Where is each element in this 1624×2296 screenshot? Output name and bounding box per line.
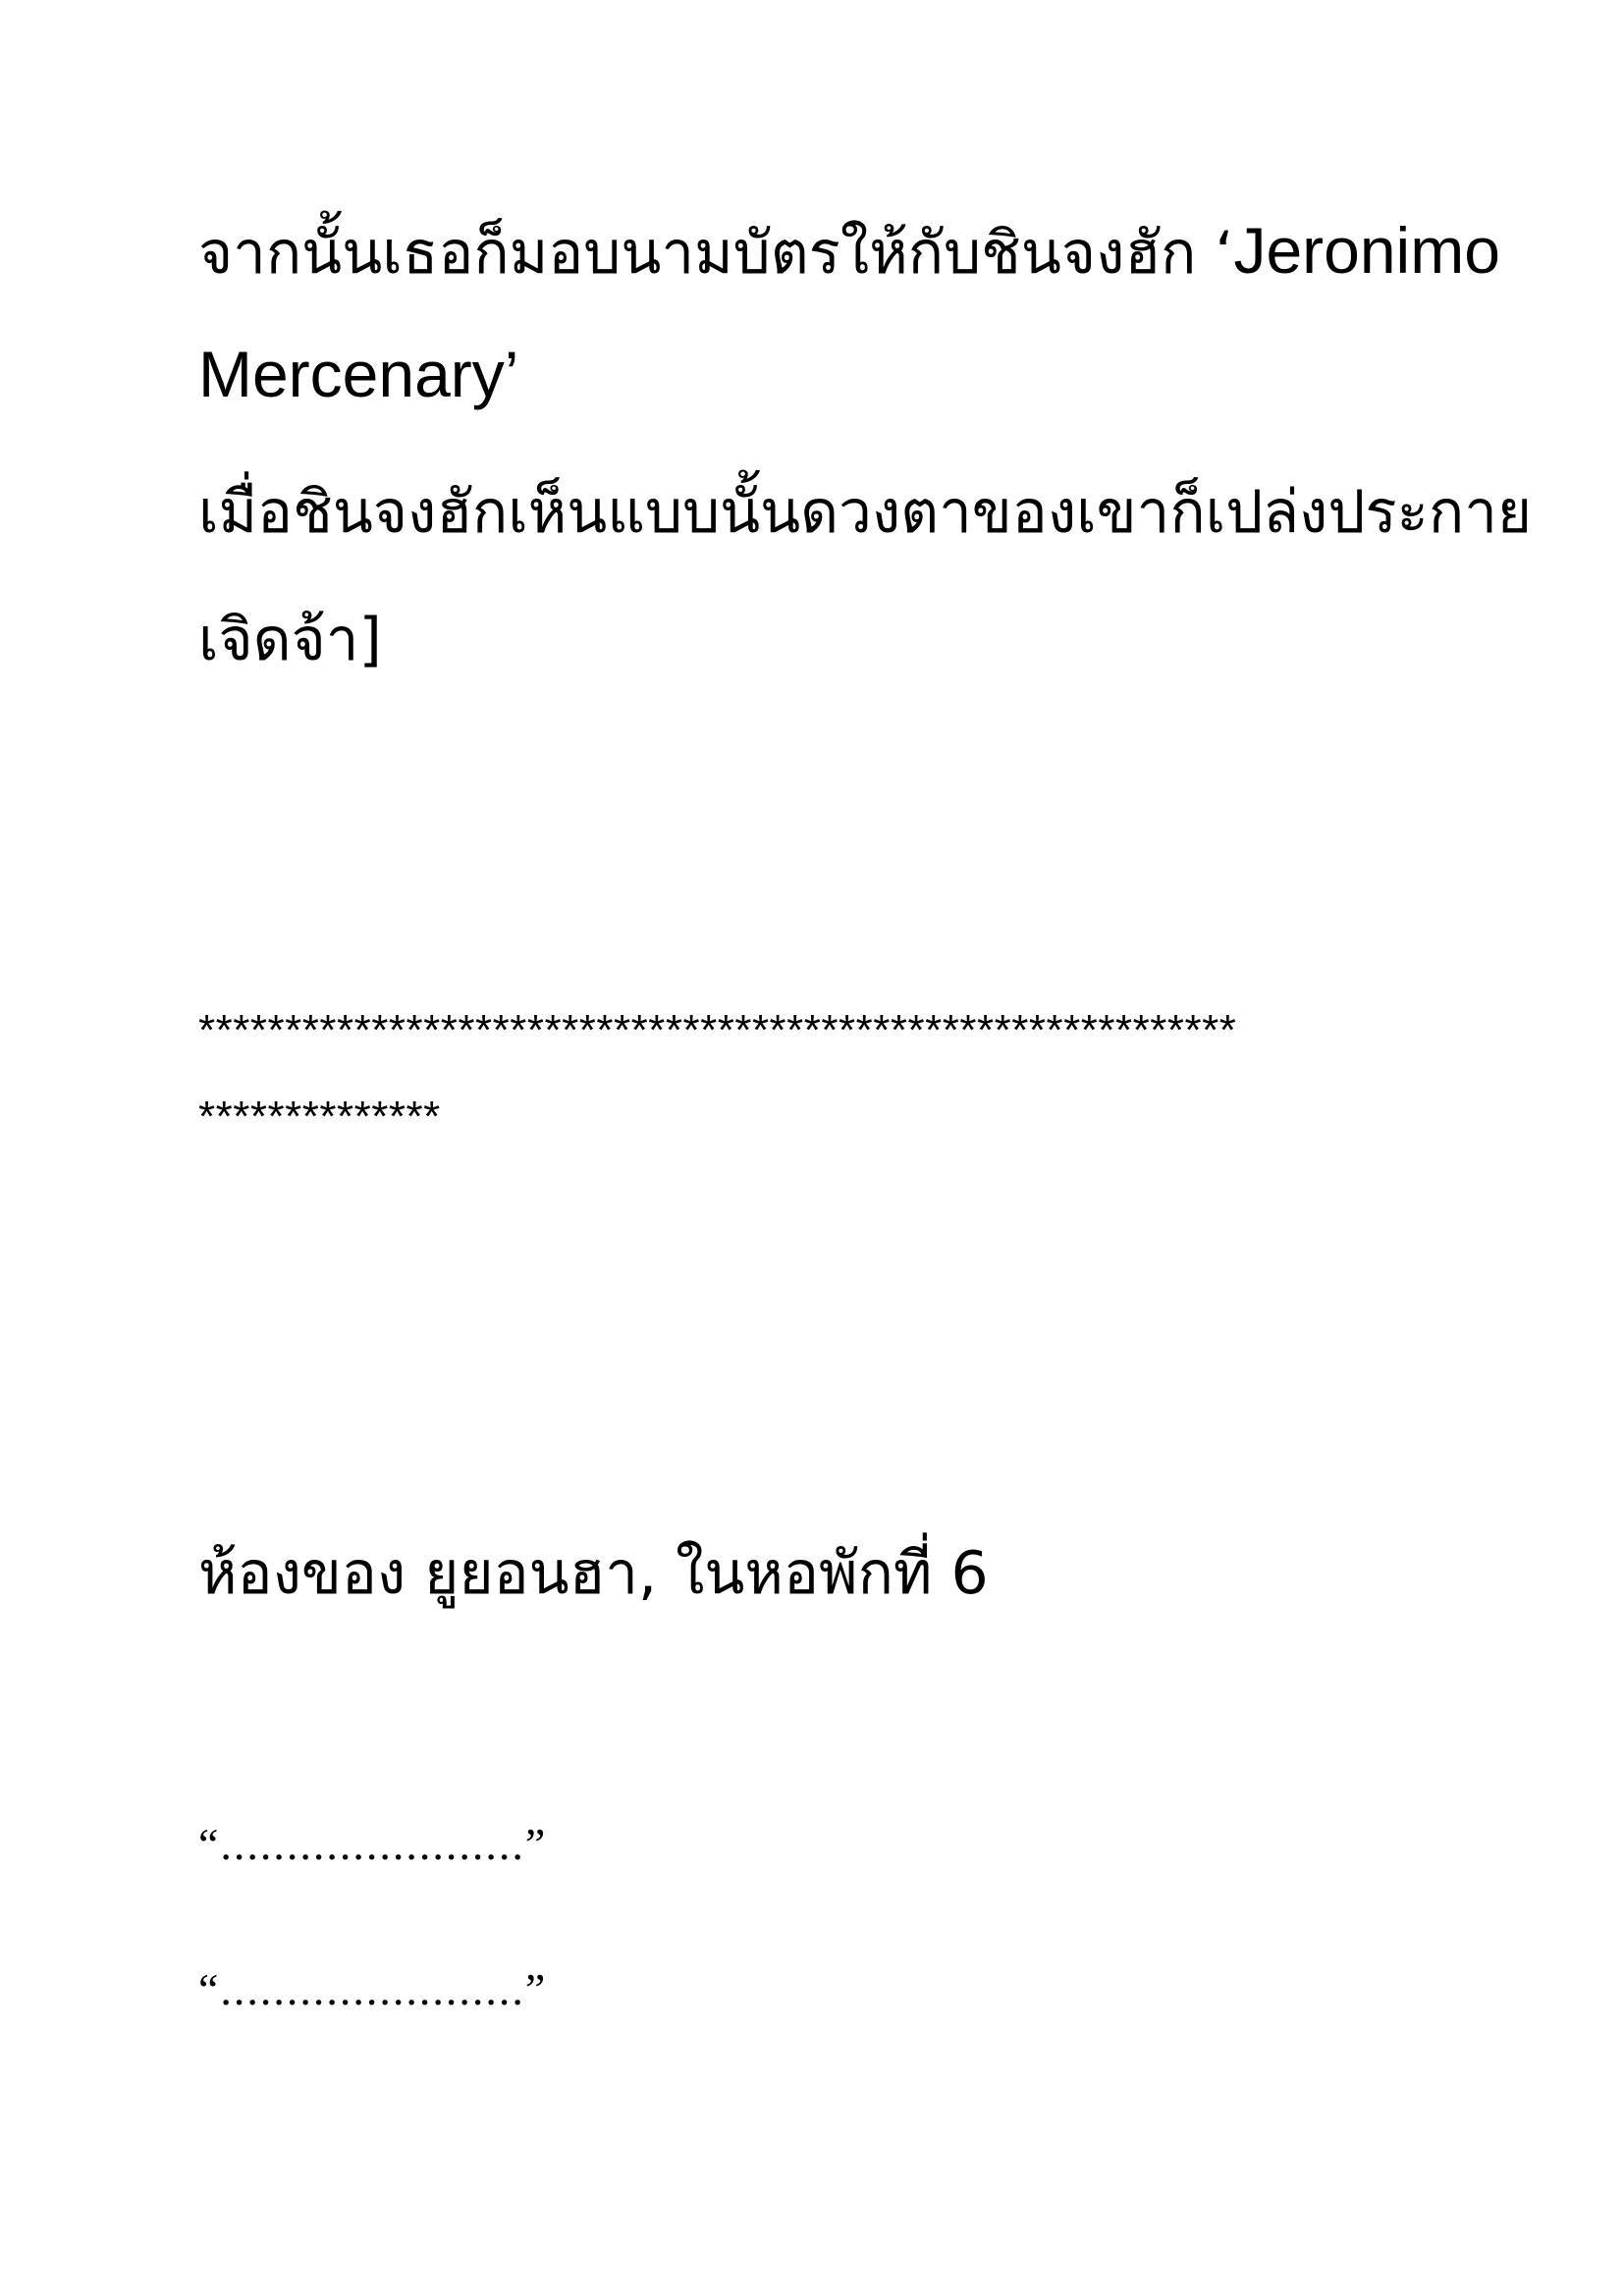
separator-line1: ************************************************************ [198,1006,1237,1054]
paragraph1-line2: Mercenary’ [198,338,519,410]
dialogue-line-1: “.......................” [198,1819,548,1869]
paragraph2-line1: เมื่อชินจงฮักเห็นแบบนั้นดวงตาของเขาก็เปล่งประกาย [198,478,1533,547]
scene-heading: ห้องของ ยูยอนฮา, ในหอพักที่ 6 [198,1539,989,1608]
separator-line2: ************** [198,1093,441,1141]
paragraph1-english-text: Jeronimo [1233,214,1500,287]
paragraph1-line1 [198,214,1500,288]
dialogue-line-2: “.......................” [198,1964,548,2014]
paragraph1-thai-text: จากนั้นเธอก็มอบนามบัตรให้กับชินจงฮัก ‘ [198,219,1234,288]
paragraph2-line2: เจิดจ้า] [198,606,382,674]
